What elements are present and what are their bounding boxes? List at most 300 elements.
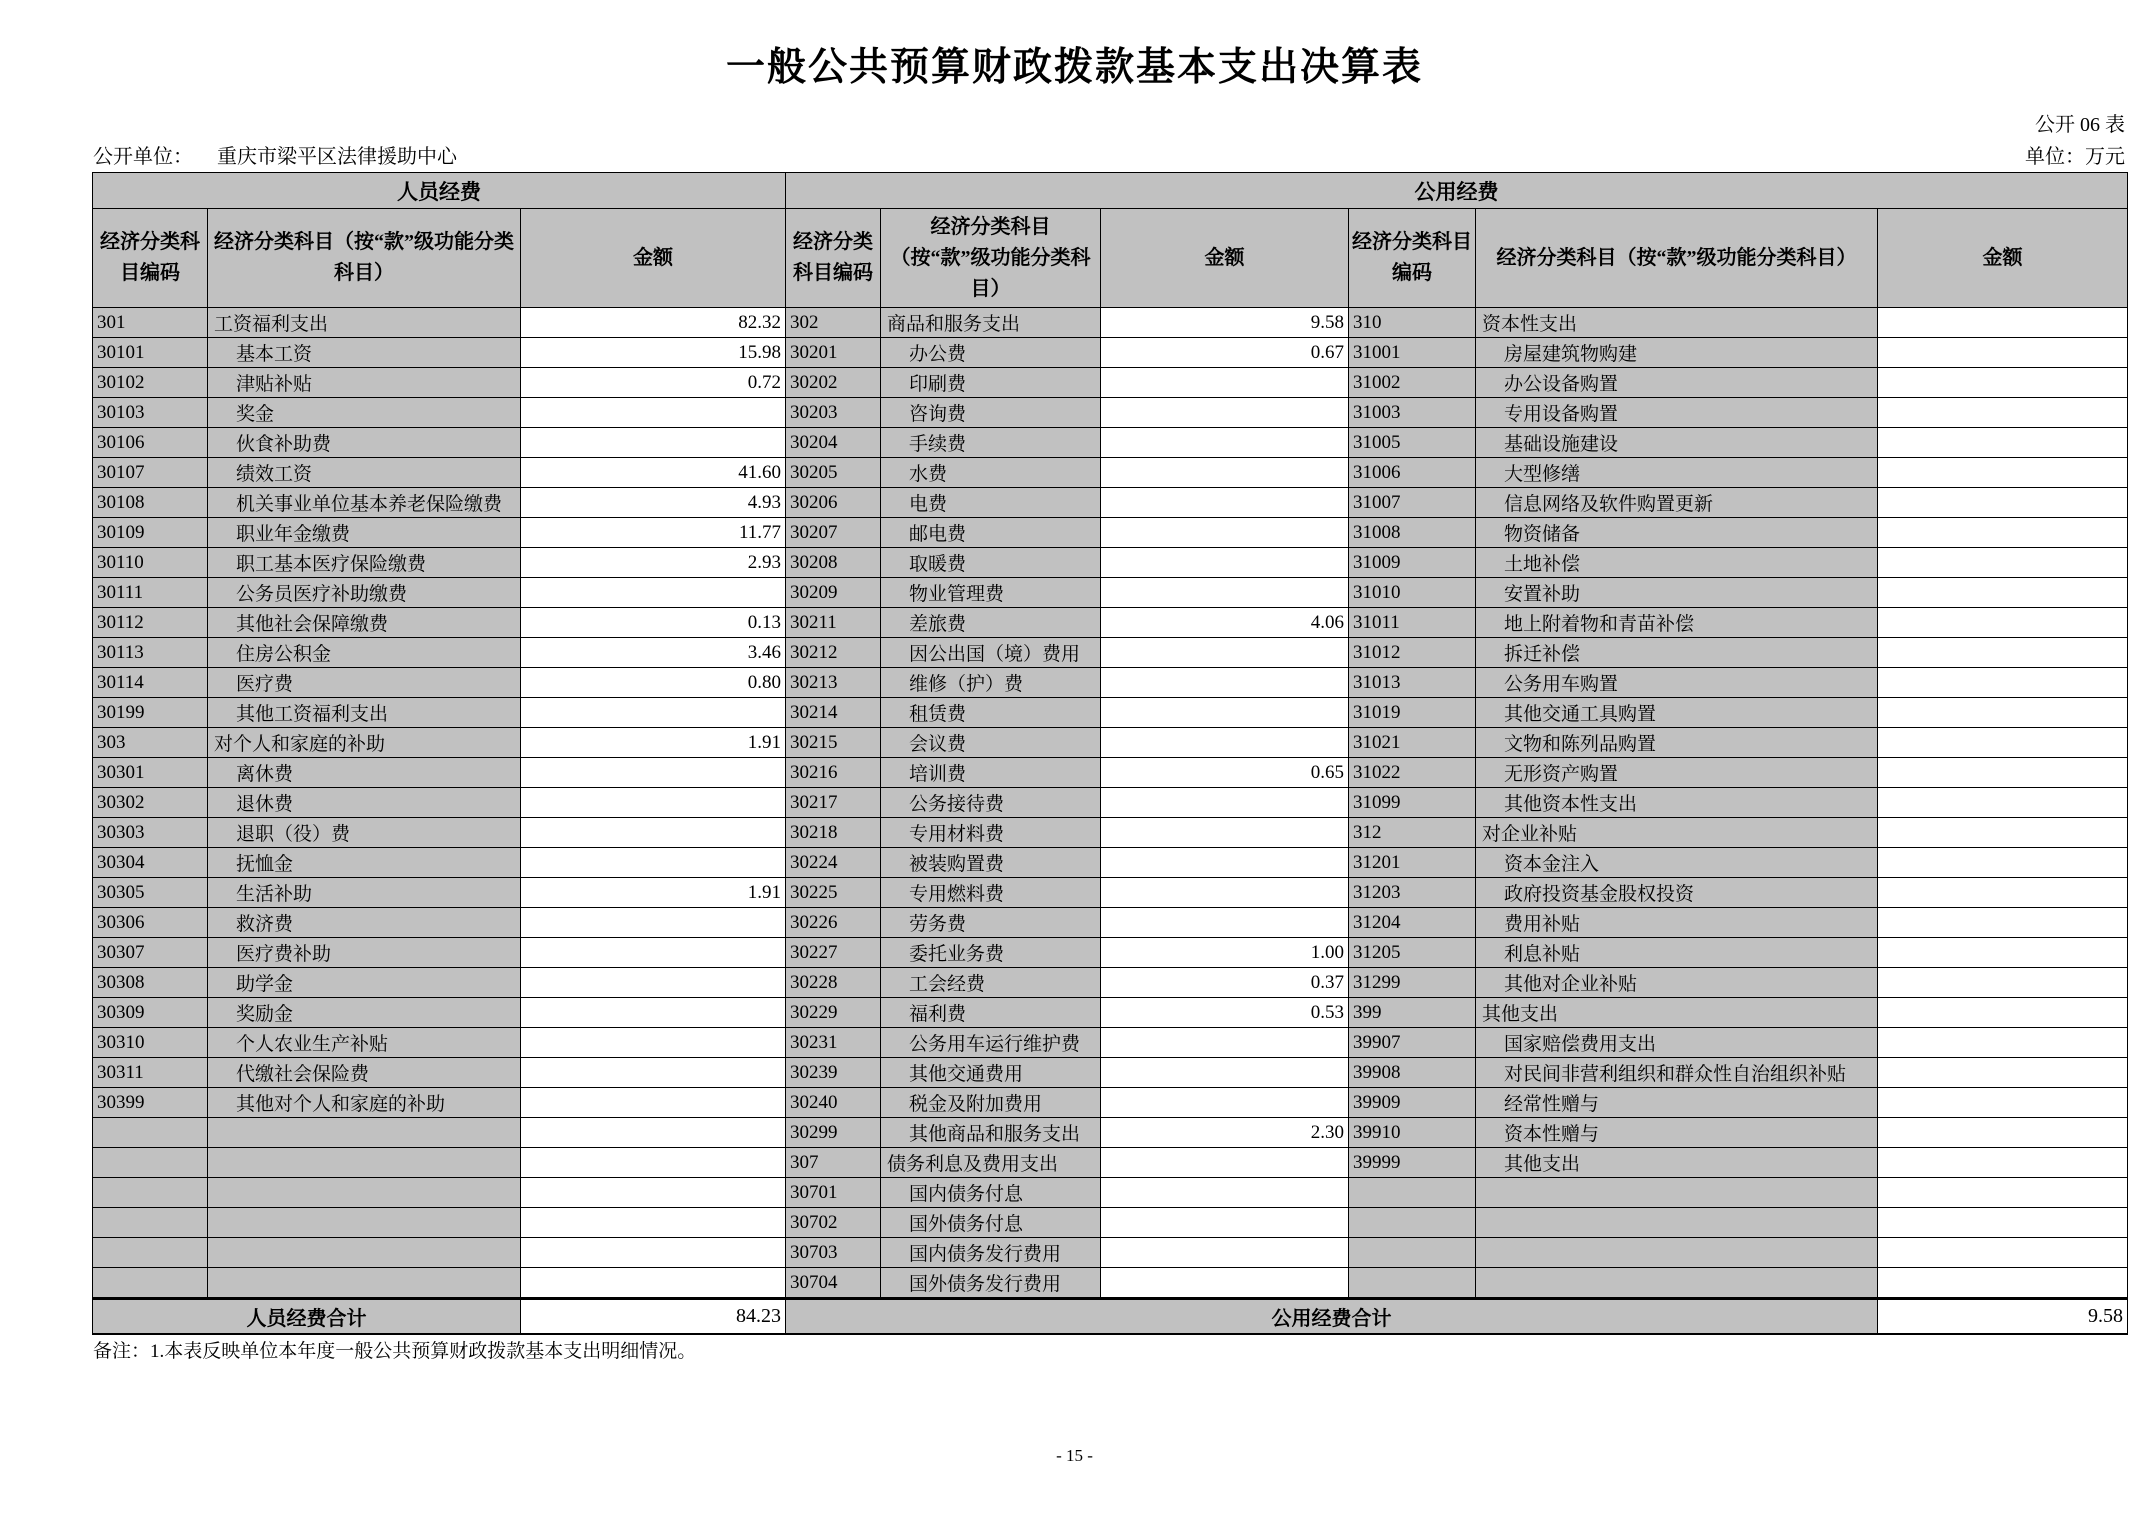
- amount-cell: [521, 1058, 786, 1088]
- code-cell: 39908: [1349, 1058, 1476, 1088]
- subject-cell: 其他工资福利支出: [208, 698, 521, 728]
- subject-cell: 政府投资基金股权投资: [1476, 878, 1878, 908]
- subject-cell: 土地补偿: [1476, 548, 1878, 578]
- table-row: [93, 758, 2128, 788]
- amount-cell: [1101, 1268, 1349, 1299]
- subject-cell: 经常性赠与: [1476, 1088, 1878, 1118]
- group-header-personnel: 人员经费: [93, 173, 786, 209]
- amount-cell: [1878, 548, 2128, 578]
- subject-cell: 专用设备购置: [1476, 398, 1878, 428]
- amount-cell: [521, 1238, 786, 1268]
- amount-cell: [1878, 308, 2128, 338]
- amount-cell: [521, 818, 786, 848]
- code-cell: 30110: [93, 548, 208, 578]
- group-header-row: [93, 173, 2128, 209]
- amount-cell: [1878, 1208, 2128, 1238]
- personnel-total-label: 人员经费合计: [93, 1299, 521, 1334]
- code-cell: 31011: [1349, 608, 1476, 638]
- subject-cell: 机关事业单位基本养老保险缴费: [208, 488, 521, 518]
- amount-cell: 2.30: [1101, 1118, 1349, 1148]
- code-cell: 30204: [786, 428, 881, 458]
- code-cell: 30213: [786, 668, 881, 698]
- amount-cell: [1101, 368, 1349, 398]
- code-cell: 307: [786, 1148, 881, 1178]
- code-cell: [1349, 1238, 1476, 1268]
- code-cell: 30218: [786, 818, 881, 848]
- subject-cell: 债务利息及费用支出: [881, 1148, 1101, 1178]
- amount-cell: [1878, 908, 2128, 938]
- table-body: [93, 308, 2128, 1299]
- subject-cell: 维修（护）费: [881, 668, 1101, 698]
- subject-cell: 其他社会保障缴费: [208, 608, 521, 638]
- amount-cell: [521, 998, 786, 1028]
- code-cell: [93, 1268, 208, 1299]
- table-row: [93, 1088, 2128, 1118]
- public-total-amount: 9.58: [1878, 1299, 2128, 1334]
- subject-cell: 公务员医疗补助缴费: [208, 578, 521, 608]
- amount-cell: [1878, 578, 2128, 608]
- code-cell: 30208: [786, 548, 881, 578]
- code-cell: 30101: [93, 338, 208, 368]
- subject-cell: 公务用车购置: [1476, 668, 1878, 698]
- table-row: [93, 488, 2128, 518]
- amount-cell: [1878, 1148, 2128, 1178]
- amount-cell: [1878, 638, 2128, 668]
- table-row: [93, 878, 2128, 908]
- amount-cell: [1878, 698, 2128, 728]
- subject-cell: 办公费: [881, 338, 1101, 368]
- code-cell: 31005: [1349, 428, 1476, 458]
- subject-cell: [208, 1118, 521, 1148]
- subject-cell: 手续费: [881, 428, 1101, 458]
- code-cell: 30207: [786, 518, 881, 548]
- code-cell: 31001: [1349, 338, 1476, 368]
- subject-cell: 其他资本性支出: [1476, 788, 1878, 818]
- column-header-row: [93, 209, 2128, 308]
- code-cell: 30231: [786, 1028, 881, 1058]
- subject-cell: 资本性赠与: [1476, 1118, 1878, 1148]
- subject-cell: 国内债务付息: [881, 1178, 1101, 1208]
- subject-cell: 资本性支出: [1476, 308, 1878, 338]
- code-cell: 31203: [1349, 878, 1476, 908]
- code-cell: 31205: [1349, 938, 1476, 968]
- col-header-amount-2: 金额: [1101, 209, 1349, 308]
- code-cell: 301: [93, 308, 208, 338]
- subject-cell: 培训费: [881, 758, 1101, 788]
- subject-cell: 工资福利支出: [208, 308, 521, 338]
- subject-cell: 地上附着物和青苗补偿: [1476, 608, 1878, 638]
- code-cell: 30216: [786, 758, 881, 788]
- footnote: 备注：1.本表反映单位本年度一般公共预算财政拨款基本支出明细情况。: [93, 1341, 697, 1362]
- amount-cell: [521, 698, 786, 728]
- table-row: [93, 428, 2128, 458]
- amount-cell: [521, 788, 786, 818]
- unit-of-measure: 单位：万元: [2025, 146, 2125, 168]
- table-row: [93, 998, 2128, 1028]
- subject-cell: 物业管理费: [881, 578, 1101, 608]
- col-header-code-1: 经济分类科目编码: [93, 209, 208, 308]
- subject-cell: 资本金注入: [1476, 848, 1878, 878]
- code-cell: 30304: [93, 848, 208, 878]
- amount-cell: 1.91: [521, 878, 786, 908]
- subject-cell: 个人农业生产补贴: [208, 1028, 521, 1058]
- col-header-amount-1: 金额: [521, 209, 786, 308]
- amount-cell: [1101, 638, 1349, 668]
- table-row: [93, 308, 2128, 338]
- amount-cell: [521, 848, 786, 878]
- code-cell: 30306: [93, 908, 208, 938]
- amount-cell: [1878, 998, 2128, 1028]
- code-cell: [1349, 1178, 1476, 1208]
- code-cell: 39910: [1349, 1118, 1476, 1148]
- code-cell: 302: [786, 308, 881, 338]
- subject-cell: 生活补助: [208, 878, 521, 908]
- code-cell: [93, 1148, 208, 1178]
- code-cell: 31002: [1349, 368, 1476, 398]
- subject-cell: 办公设备购置: [1476, 368, 1878, 398]
- amount-cell: [1878, 1058, 2128, 1088]
- amount-cell: 0.67: [1101, 338, 1349, 368]
- subject-cell: 伙食补助费: [208, 428, 521, 458]
- subject-cell: 绩效工资: [208, 458, 521, 488]
- subject-cell: 工会经费: [881, 968, 1101, 998]
- subject-cell: 信息网络及软件购置更新: [1476, 488, 1878, 518]
- page-number: - 15 -: [1056, 1446, 1093, 1465]
- amount-cell: [1878, 518, 2128, 548]
- code-cell: 30112: [93, 608, 208, 638]
- subject-cell: 国外债务发行费用: [881, 1268, 1101, 1299]
- amount-cell: [521, 1208, 786, 1238]
- amount-cell: 9.58: [1101, 308, 1349, 338]
- code-cell: 30228: [786, 968, 881, 998]
- code-cell: 30199: [93, 698, 208, 728]
- subject-cell: 公务接待费: [881, 788, 1101, 818]
- subject-cell: 商品和服务支出: [881, 308, 1101, 338]
- subject-cell: [1476, 1208, 1878, 1238]
- subject-cell: [208, 1238, 521, 1268]
- code-cell: 31022: [1349, 758, 1476, 788]
- subject-cell: 基本工资: [208, 338, 521, 368]
- code-cell: 30107: [93, 458, 208, 488]
- subject-cell: 邮电费: [881, 518, 1101, 548]
- subject-cell: [208, 1268, 521, 1299]
- amount-cell: 15.98: [521, 338, 786, 368]
- table-row: [93, 548, 2128, 578]
- subject-cell: 其他支出: [1476, 998, 1878, 1028]
- code-cell: 30201: [786, 338, 881, 368]
- amount-cell: [1101, 818, 1349, 848]
- code-cell: 31013: [1349, 668, 1476, 698]
- amount-cell: 41.60: [521, 458, 786, 488]
- code-cell: 312: [1349, 818, 1476, 848]
- amount-cell: [1878, 1028, 2128, 1058]
- group-header-public: 公用经费: [786, 173, 2128, 209]
- amount-cell: [1101, 1238, 1349, 1268]
- table-row: [93, 1238, 2128, 1268]
- subject-cell: 奖励金: [208, 998, 521, 1028]
- subject-cell: 职工基本医疗保险缴费: [208, 548, 521, 578]
- subject-cell: 文物和陈列品购置: [1476, 728, 1878, 758]
- subject-cell: 国内债务发行费用: [881, 1238, 1101, 1268]
- amount-cell: [521, 1088, 786, 1118]
- amount-cell: [1101, 1028, 1349, 1058]
- subject-cell: 对个人和家庭的补助: [208, 728, 521, 758]
- subject-cell: 取暖费: [881, 548, 1101, 578]
- code-cell: 31299: [1349, 968, 1476, 998]
- code-cell: 303: [93, 728, 208, 758]
- table-row: [93, 1268, 2128, 1299]
- code-cell: 30703: [786, 1238, 881, 1268]
- subject-cell: 安置补助: [1476, 578, 1878, 608]
- amount-cell: [1878, 878, 2128, 908]
- subject-cell: 职业年金缴费: [208, 518, 521, 548]
- col-header-subject-1: 经济分类科目（按“款”级功能分类科目）: [208, 209, 521, 308]
- code-cell: 31201: [1349, 848, 1476, 878]
- code-cell: 30704: [786, 1268, 881, 1299]
- table-row: [93, 968, 2128, 998]
- code-cell: 31021: [1349, 728, 1476, 758]
- subject-cell: 税金及附加费用: [881, 1088, 1101, 1118]
- amount-cell: [1101, 728, 1349, 758]
- col-header-subject-2: 经济分类科目（按“款”级功能分类科目）: [881, 209, 1101, 308]
- table-row: [93, 1178, 2128, 1208]
- amount-cell: [521, 908, 786, 938]
- amount-cell: 1.00: [1101, 938, 1349, 968]
- amount-cell: 0.65: [1101, 758, 1349, 788]
- amount-cell: 82.32: [521, 308, 786, 338]
- amount-cell: 0.37: [1101, 968, 1349, 998]
- subject-cell: 国家赔偿费用支出: [1476, 1028, 1878, 1058]
- amount-cell: [521, 428, 786, 458]
- code-cell: 30305: [93, 878, 208, 908]
- subject-cell: 大型修缮: [1476, 458, 1878, 488]
- subject-cell: 因公出国（境）费用: [881, 638, 1101, 668]
- amount-cell: 4.06: [1101, 608, 1349, 638]
- amount-cell: [521, 1028, 786, 1058]
- col-header-subject-3: 经济分类科目（按“款”级功能分类科目）: [1476, 209, 1878, 308]
- subject-cell: [1476, 1178, 1878, 1208]
- code-cell: 31204: [1349, 908, 1476, 938]
- amount-cell: [521, 938, 786, 968]
- code-cell: [93, 1178, 208, 1208]
- amount-cell: [1878, 788, 2128, 818]
- amount-cell: [1878, 608, 2128, 638]
- subject-cell: 专用材料费: [881, 818, 1101, 848]
- code-cell: 30103: [93, 398, 208, 428]
- amount-cell: [1878, 728, 2128, 758]
- amount-cell: [1878, 488, 2128, 518]
- amount-cell: [521, 1118, 786, 1148]
- table-row: [93, 668, 2128, 698]
- subject-cell: 对民间非营利组织和群众性自治组织补贴: [1476, 1058, 1878, 1088]
- subject-cell: [1476, 1238, 1878, 1268]
- table-row: [93, 788, 2128, 818]
- code-cell: 39909: [1349, 1088, 1476, 1118]
- table-row: [93, 848, 2128, 878]
- code-cell: 30106: [93, 428, 208, 458]
- table-row: [93, 1208, 2128, 1238]
- personnel-total-amount: 84.23: [521, 1299, 786, 1334]
- amount-cell: 0.13: [521, 608, 786, 638]
- code-cell: 30227: [786, 938, 881, 968]
- amount-cell: [1878, 1088, 2128, 1118]
- code-cell: 30206: [786, 488, 881, 518]
- subject-cell: 咨询费: [881, 398, 1101, 428]
- code-cell: 30114: [93, 668, 208, 698]
- amount-cell: [1101, 398, 1349, 428]
- subject-cell: 无形资产购置: [1476, 758, 1878, 788]
- amount-cell: [1101, 578, 1349, 608]
- amount-cell: [1101, 698, 1349, 728]
- subject-cell: 会议费: [881, 728, 1101, 758]
- amount-cell: [1878, 428, 2128, 458]
- code-cell: 30212: [786, 638, 881, 668]
- amount-cell: [1101, 1058, 1349, 1088]
- code-cell: 31006: [1349, 458, 1476, 488]
- amount-cell: [1878, 668, 2128, 698]
- amount-cell: [1878, 1238, 2128, 1268]
- code-cell: [1349, 1268, 1476, 1299]
- code-cell: 30108: [93, 488, 208, 518]
- amount-cell: 0.53: [1101, 998, 1349, 1028]
- amount-cell: [1101, 428, 1349, 458]
- amount-cell: [1101, 1208, 1349, 1238]
- subject-cell: [208, 1178, 521, 1208]
- subject-cell: 印刷费: [881, 368, 1101, 398]
- public-total-label: 公用经费合计: [786, 1299, 1878, 1334]
- subject-cell: 退职（役）费: [208, 818, 521, 848]
- subject-cell: 水费: [881, 458, 1101, 488]
- amount-cell: [521, 1148, 786, 1178]
- code-cell: [93, 1208, 208, 1238]
- code-cell: 31003: [1349, 398, 1476, 428]
- amount-cell: 11.77: [521, 518, 786, 548]
- code-cell: 30217: [786, 788, 881, 818]
- code-cell: 310: [1349, 308, 1476, 338]
- col-header-code-2: 经济分类科目编码: [786, 209, 881, 308]
- subject-cell: [208, 1148, 521, 1178]
- subject-cell: [208, 1208, 521, 1238]
- subject-cell: 委托业务费: [881, 938, 1101, 968]
- amount-cell: [521, 578, 786, 608]
- amount-cell: [521, 1178, 786, 1208]
- code-cell: 30311: [93, 1058, 208, 1088]
- amount-cell: [1101, 548, 1349, 578]
- amount-cell: [1878, 818, 2128, 848]
- table-row: [93, 908, 2128, 938]
- code-cell: 399: [1349, 998, 1476, 1028]
- sheet-code: 公开 06 表: [2035, 114, 2125, 136]
- subject-cell: 其他商品和服务支出: [881, 1118, 1101, 1148]
- amount-cell: 3.46: [521, 638, 786, 668]
- amount-cell: 1.91: [521, 728, 786, 758]
- subject-cell: 抚恤金: [208, 848, 521, 878]
- amount-cell: [521, 758, 786, 788]
- code-cell: 39907: [1349, 1028, 1476, 1058]
- amount-cell: 0.80: [521, 668, 786, 698]
- amount-cell: [521, 1268, 786, 1299]
- amount-cell: [1878, 368, 2128, 398]
- code-cell: 31012: [1349, 638, 1476, 668]
- table-row: [93, 1058, 2128, 1088]
- amount-cell: [1101, 488, 1349, 518]
- table-row: [93, 518, 2128, 548]
- code-cell: 30308: [93, 968, 208, 998]
- code-cell: 30310: [93, 1028, 208, 1058]
- code-cell: 30303: [93, 818, 208, 848]
- subject-cell: 基础设施建设: [1476, 428, 1878, 458]
- page-title: 一般公共预算财政拨款基本支出决算表: [725, 46, 1423, 89]
- subject-cell: 房屋建筑物购建: [1476, 338, 1878, 368]
- table-row: [93, 608, 2128, 638]
- subject-cell: 电费: [881, 488, 1101, 518]
- table-row: [93, 1118, 2128, 1148]
- table-row: [93, 938, 2128, 968]
- subject-cell: 差旅费: [881, 608, 1101, 638]
- subject-cell: 退休费: [208, 788, 521, 818]
- code-cell: 30202: [786, 368, 881, 398]
- amount-cell: 2.93: [521, 548, 786, 578]
- subject-cell: 拆迁补偿: [1476, 638, 1878, 668]
- code-cell: 30205: [786, 458, 881, 488]
- table-row: [93, 368, 2128, 398]
- table-row: [93, 728, 2128, 758]
- amount-cell: 0.72: [521, 368, 786, 398]
- amount-cell: [1101, 848, 1349, 878]
- table-row: [93, 698, 2128, 728]
- amount-cell: [521, 968, 786, 998]
- code-cell: 30211: [786, 608, 881, 638]
- col-header-amount-3: 金额: [1878, 209, 2128, 308]
- code-cell: 30239: [786, 1058, 881, 1088]
- code-cell: 30203: [786, 398, 881, 428]
- code-cell: 30109: [93, 518, 208, 548]
- table-row: [93, 338, 2128, 368]
- amount-cell: [1878, 938, 2128, 968]
- amount-cell: [1101, 1088, 1349, 1118]
- table-row: [93, 1028, 2128, 1058]
- amount-cell: [1878, 1178, 2128, 1208]
- totals-row: [93, 1299, 2128, 1334]
- publishing-unit-name: 重庆市梁平区法律援助中心: [217, 146, 457, 168]
- subject-cell: 公务用车运行维护费: [881, 1028, 1101, 1058]
- amount-cell: [1101, 1148, 1349, 1178]
- code-cell: 30301: [93, 758, 208, 788]
- amount-cell: [1878, 338, 2128, 368]
- code-cell: 31007: [1349, 488, 1476, 518]
- code-cell: 30302: [93, 788, 208, 818]
- amount-cell: [1101, 518, 1349, 548]
- code-cell: 30102: [93, 368, 208, 398]
- table-row: [93, 818, 2128, 848]
- subject-cell: 其他交通工具购置: [1476, 698, 1878, 728]
- code-cell: 30229: [786, 998, 881, 1028]
- subject-cell: 被装购置费: [881, 848, 1101, 878]
- code-cell: 31010: [1349, 578, 1476, 608]
- subject-cell: 费用补贴: [1476, 908, 1878, 938]
- code-cell: 31019: [1349, 698, 1476, 728]
- subject-cell: 劳务费: [881, 908, 1101, 938]
- subject-cell: 医疗费补助: [208, 938, 521, 968]
- subject-cell: 救济费: [208, 908, 521, 938]
- code-cell: [93, 1118, 208, 1148]
- subject-cell: 利息补贴: [1476, 938, 1878, 968]
- code-cell: 31008: [1349, 518, 1476, 548]
- table-row: [93, 578, 2128, 608]
- subject-cell: 专用燃料费: [881, 878, 1101, 908]
- amount-cell: [1878, 968, 2128, 998]
- code-cell: 30702: [786, 1208, 881, 1238]
